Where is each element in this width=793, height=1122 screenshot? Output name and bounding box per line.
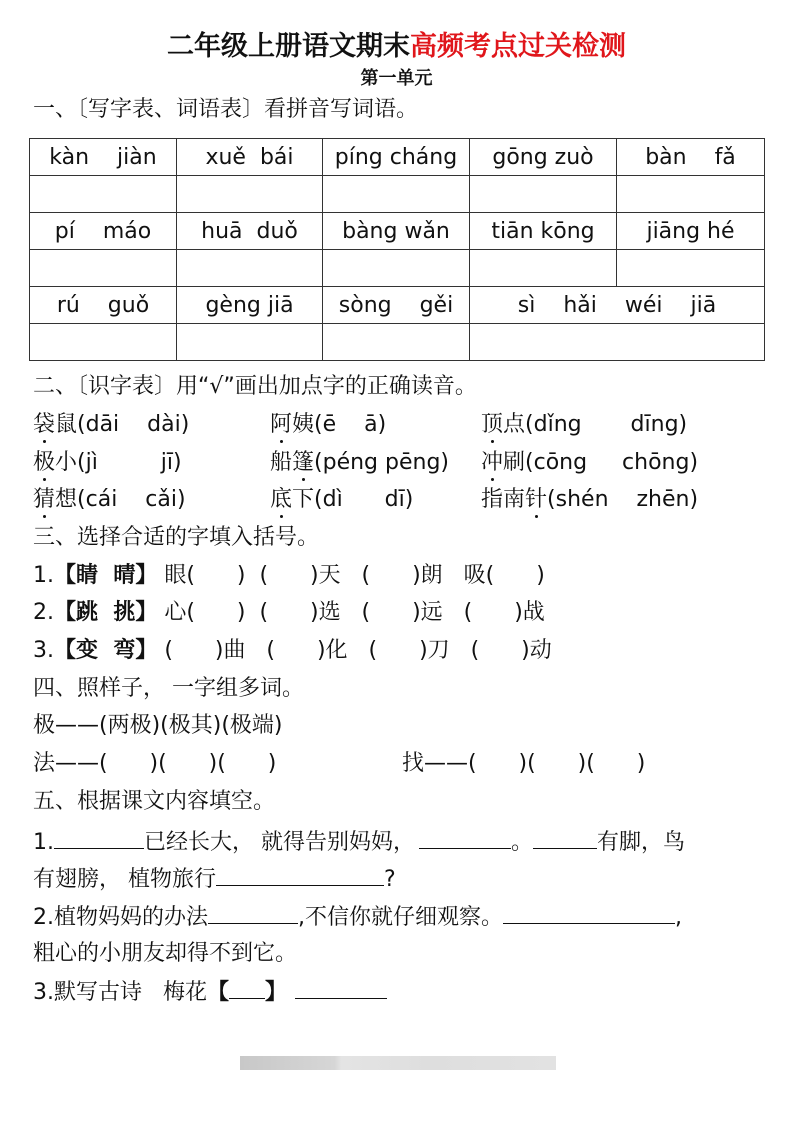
answer-cell[interactable] xyxy=(323,176,470,213)
pinyin-cell: bàn fǎ xyxy=(617,139,765,176)
blurred-watermark xyxy=(240,1056,556,1070)
pinyin-table xyxy=(29,138,765,361)
reading-item: 顶点(dǐng dīng) xyxy=(481,410,687,440)
blank-field[interactable] xyxy=(533,826,597,849)
blank-field[interactable] xyxy=(216,863,384,886)
reading-options[interactable]: (jì jī) xyxy=(77,450,182,475)
fill-q2-line2: 粗心的小朋友却得不到它。 xyxy=(33,941,298,966)
answer-cell[interactable] xyxy=(177,176,323,213)
blank-field[interactable] xyxy=(229,976,265,999)
reading-item: 阿姨(ē ā) xyxy=(270,410,386,440)
pinyin-cell: bàng wǎn xyxy=(323,213,470,250)
reading-options[interactable]: (dì dī) xyxy=(314,487,414,512)
answer-cell[interactable] xyxy=(470,250,617,287)
pinyin-row xyxy=(30,139,765,176)
pinyin-cell: sòng gěi xyxy=(323,287,470,324)
reading-item: 极小(jì jī) xyxy=(33,448,182,478)
pinyin-cell: jiāng hé xyxy=(617,213,765,250)
blank-field[interactable] xyxy=(419,826,511,849)
answer-cell[interactable] xyxy=(30,176,177,213)
fill-blanks[interactable]: ( )曲 ( )化 ( )刀 ( )动 xyxy=(164,638,552,663)
answer-cell[interactable] xyxy=(177,250,323,287)
fill-q1-line2: 有翅膀， 植物旅行 ? xyxy=(33,863,396,895)
answer-cell[interactable] xyxy=(30,250,177,287)
dotted-char: 冲 xyxy=(481,448,503,478)
pinyin-cell: gèng jiā xyxy=(177,287,323,324)
answer-row xyxy=(30,324,765,361)
reading-options[interactable]: (dāi dài) xyxy=(77,412,190,437)
pinyin-cell: tiān kōng xyxy=(470,213,617,250)
reading-item: 底下(dì dī) xyxy=(270,485,413,515)
reading-options[interactable]: (ē ā) xyxy=(314,412,387,437)
title-red: 高频考点过关检测 xyxy=(410,31,626,62)
pinyin-row xyxy=(30,287,765,324)
blank-field[interactable] xyxy=(503,901,675,924)
answer-row xyxy=(30,176,765,213)
reading-options[interactable]: (cōng chōng) xyxy=(525,450,699,475)
dotted-char: 袋 xyxy=(33,410,55,440)
pinyin-cell: gōng zuò xyxy=(470,139,617,176)
answer-cell[interactable] xyxy=(617,250,765,287)
pinyin-cell: pí máo xyxy=(30,213,177,250)
pinyin-cell: huā duǒ xyxy=(177,213,323,250)
answer-cell[interactable] xyxy=(323,324,470,361)
dotted-char: 顶 xyxy=(481,410,503,440)
reading-item: 袋鼠(dāi dài) xyxy=(33,410,189,440)
section2-heading: 二、〔识字表〕用“√”画出加点字的正确读音。 xyxy=(33,374,477,399)
char-pair: 【睛 晴】 xyxy=(54,563,158,588)
reading-options[interactable]: (péng pēng) xyxy=(314,450,450,475)
dotted-char: 篷 xyxy=(292,448,314,478)
pinyin-cell: sì hǎi wéi jiā xyxy=(470,287,765,324)
reading-item: 猜想(cái cǎi) xyxy=(33,485,186,515)
reading-options[interactable]: (shén zhēn) xyxy=(547,487,699,512)
char-pair: 【跳 挑】 xyxy=(54,600,158,625)
word-group-zhao[interactable]: 找——( )( )( ) xyxy=(402,751,646,776)
pinyin-row xyxy=(30,213,765,250)
fill-q1-line1: 1. 已经长大， 就得告别妈妈， 。 有脚，鸟 xyxy=(33,826,685,858)
pinyin-cell: rú guǒ xyxy=(30,287,177,324)
dotted-char: 极 xyxy=(33,448,55,478)
page-title xyxy=(0,24,793,63)
dotted-char: 底 xyxy=(270,485,292,515)
answer-cell[interactable] xyxy=(30,324,177,361)
choice-item: 2.【跳 挑】 心( ) ( )选 ( )远 ( )战 xyxy=(33,600,545,625)
fill-q3: 3.默写古诗 梅花【 】 xyxy=(33,976,387,1008)
example-line: 极——(两极)(极其)(极端) xyxy=(33,713,283,738)
reading-options[interactable]: (cái cǎi) xyxy=(77,487,186,512)
reading-item: 冲刷(cōng chōng) xyxy=(481,448,698,478)
dotted-char: 针 xyxy=(525,485,547,515)
unit-subtitle: 第一单元 xyxy=(360,68,433,89)
blank-field[interactable] xyxy=(54,826,144,849)
dotted-char: 阿 xyxy=(270,410,292,440)
title-black: 二年级上册语文期末 xyxy=(167,31,410,62)
reading-options[interactable]: (dǐng dīng) xyxy=(525,412,688,437)
answer-cell[interactable] xyxy=(470,324,765,361)
blank-field[interactable] xyxy=(208,901,298,924)
answer-row xyxy=(30,250,765,287)
section3-heading: 三、选择合适的字填入括号。 xyxy=(33,525,320,550)
fill-blanks[interactable]: 眼( ) ( )天 ( )朗 吸( ) xyxy=(164,563,545,588)
fill-blanks[interactable]: 心( ) ( )选 ( )远 ( )战 xyxy=(164,600,545,625)
reading-item: 船篷(péng pēng) xyxy=(270,448,449,478)
fill-q2-line1: 2.植物妈妈的办法 ,不信你就仔细观察。 , xyxy=(33,901,682,933)
pinyin-cell: kàn jiàn xyxy=(30,139,177,176)
answer-cell[interactable] xyxy=(470,176,617,213)
choice-item: 3.【变 弯】 ( )曲 ( )化 ( )刀 ( )动 xyxy=(33,638,552,663)
reading-item: 指南针(shén zhēn) xyxy=(481,485,698,515)
section1-heading: 一、〔写字表、词语表〕看拼音写词语。 xyxy=(33,97,419,122)
char-pair: 【变 弯】 xyxy=(54,638,158,663)
word-group-fa[interactable]: 法——( )( )( ) xyxy=(33,751,277,776)
answer-cell[interactable] xyxy=(323,250,470,287)
choice-item: 1.【睛 晴】 眼( ) ( )天 ( )朗 吸( ) xyxy=(33,563,545,588)
blank-field[interactable] xyxy=(295,976,387,999)
answer-cell[interactable] xyxy=(177,324,323,361)
dotted-char: 猜 xyxy=(33,485,55,515)
pinyin-cell: xuě bái xyxy=(177,139,323,176)
answer-cell[interactable] xyxy=(617,176,765,213)
section5-heading: 五、根据课文内容填空。 xyxy=(33,789,276,814)
pinyin-cell: píng cháng xyxy=(323,139,470,176)
section4-heading: 四、照样子， 一字组多词。 xyxy=(33,676,304,701)
